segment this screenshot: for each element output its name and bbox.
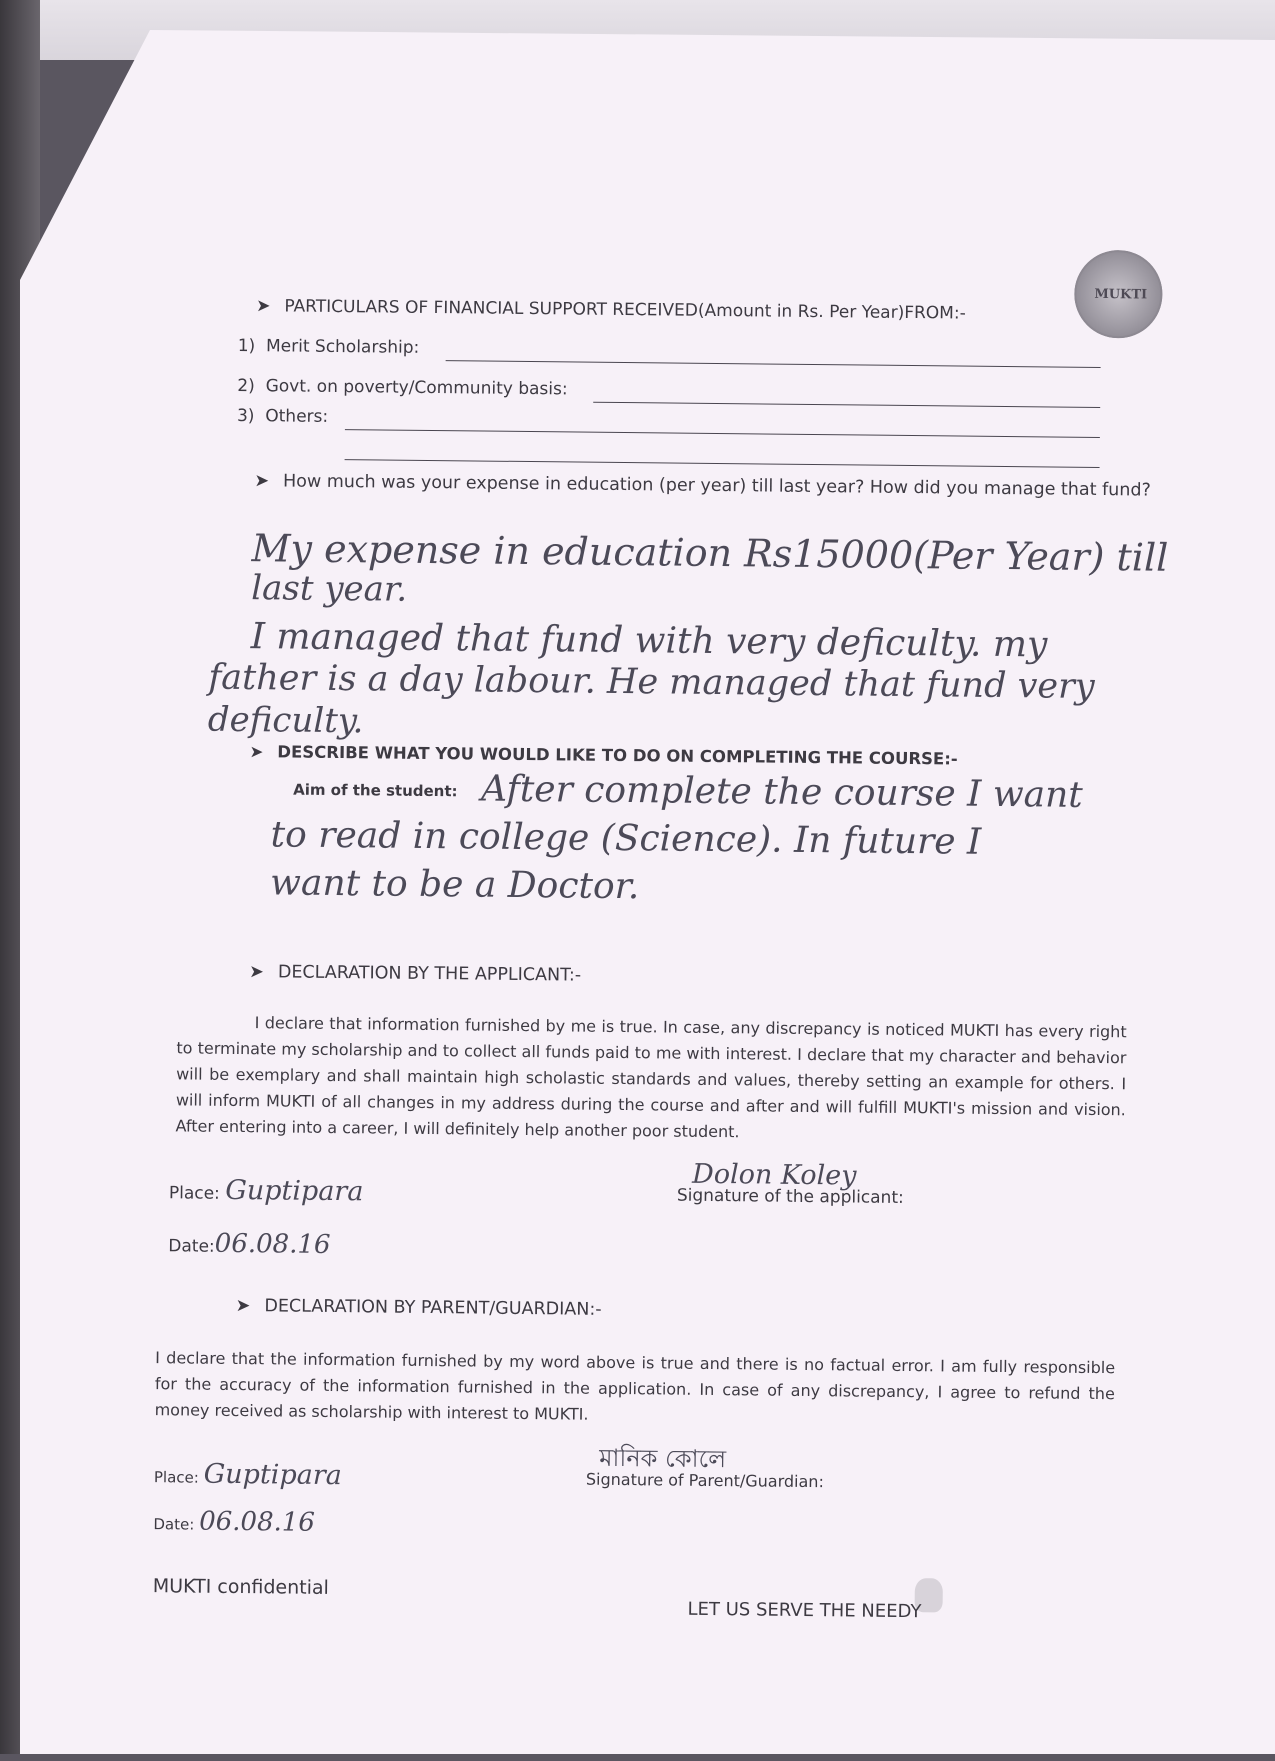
parent-declaration-heading: ➤ DECLARATION BY PARENT/GUARDIAN:-: [235, 1295, 602, 1320]
others-row: 3) Others:: [236, 405, 329, 427]
bullet-arrow-icon: ➤: [249, 962, 265, 983]
parent-signature: মানিক কোলে: [599, 1443, 727, 1474]
govt-poverty-row: 2) Govt. on poverty/Community basis:: [237, 375, 568, 400]
parent-place: Place: Guptipara: [153, 1458, 342, 1492]
applicant-date: Date:06.08.16: [168, 1228, 331, 1260]
expense-answer-line-5: deficulty.: [207, 699, 364, 742]
bullet-arrow-icon: ➤: [256, 296, 271, 317]
applicant-signature-label: Signature of the applicant:: [676, 1185, 904, 1208]
logo-text: MUKTI: [1094, 286, 1148, 303]
parent-place-value: Guptipara: [203, 1458, 342, 1492]
parent-date: Date: 06.08.16: [153, 1506, 316, 1538]
expense-question: ➤ How much was your expense in education (per year) till last year? How did you manage that fund?: [254, 471, 1151, 501]
others-line[interactable]: [345, 429, 1100, 438]
govt-poverty-line[interactable]: [593, 402, 1100, 408]
bullet-arrow-icon: ➤: [254, 471, 270, 492]
aim-answer-line-1: After complete the course I want: [480, 768, 1083, 816]
parent-declaration-text: I declare that the information furnished by my word above is true and there is no factual error. I am fully responsible for the accuracy of the information furnished in the application. In case of any discrepancy, I agree to refund the money received as scholarship with interest to MUKTI.: [154, 1348, 1116, 1424]
bullet-arrow-icon: ➤: [249, 742, 264, 762]
applicant-place-value: Guptipara: [225, 1174, 364, 1208]
aim-label: Aim of the student:: [293, 780, 458, 801]
aim-answer-line-3: want to be a Doctor.: [269, 862, 640, 908]
expense-answer-line-2: last year.: [251, 568, 408, 610]
applicant-place: Place: Guptipara: [168, 1174, 364, 1208]
bullet-arrow-icon: ➤: [235, 1295, 251, 1317]
expense-answer-line-4: father is a day labour. He managed that fund very: [208, 657, 1095, 707]
merit-scholarship-line[interactable]: [446, 360, 1101, 368]
expense-answer-line-1: My expense in education Rs15000(Per Year) till: [251, 526, 1169, 580]
merit-scholarship-row: 1) Merit Scholarship:: [237, 335, 420, 358]
expense-answer-line-3: I managed that fund with very deficulty. my: [250, 616, 1048, 666]
applicant-declaration-text: I declare that information furnished by me is true. In case, any discrepancy is noticed MUKTI has every right to terminate my scholarship and to collect all funds paid to me with interest. I declare that my character and behavior will be exemplary and shall maintain high scholastic standards and values, thereby setting an example for others. I will inform MUKTI of all changes in my address during the course and after and will fulfill MUKTI's mission and vision. After entering into a career, I will definitely help another poor student.: [175, 1013, 1127, 1142]
footer-motto: LET US SERVE THE NEEDY: [687, 1598, 922, 1623]
applicant-date-value: 06.08.16: [214, 1228, 331, 1260]
applicant-declaration-heading: ➤ DECLARATION BY THE APPLICANT:-: [249, 962, 582, 986]
others-line-2[interactable]: [345, 459, 1100, 468]
parent-date-value: 06.08.16: [198, 1506, 316, 1538]
applicant-signature: Dolon Koley: [691, 1158, 857, 1192]
aim-answer-line-2: to read in college (Science). In future I: [270, 814, 982, 863]
aim-heading: ➤ DESCRIBE WHAT YOU WOULD LIKE TO DO ON COMPLETING THE COURSE:-: [249, 742, 958, 769]
financial-support-heading: ➤ PARTICULARS OF FINANCIAL SUPPORT RECEIVED(Amount in Rs. Per Year)FROM:-: [256, 296, 966, 324]
mukti-logo: [1074, 250, 1163, 339]
parent-signature-label: Signature of Parent/Guardian:: [585, 1469, 824, 1492]
footer-confidential: MUKTI confidential: [152, 1575, 329, 1599]
